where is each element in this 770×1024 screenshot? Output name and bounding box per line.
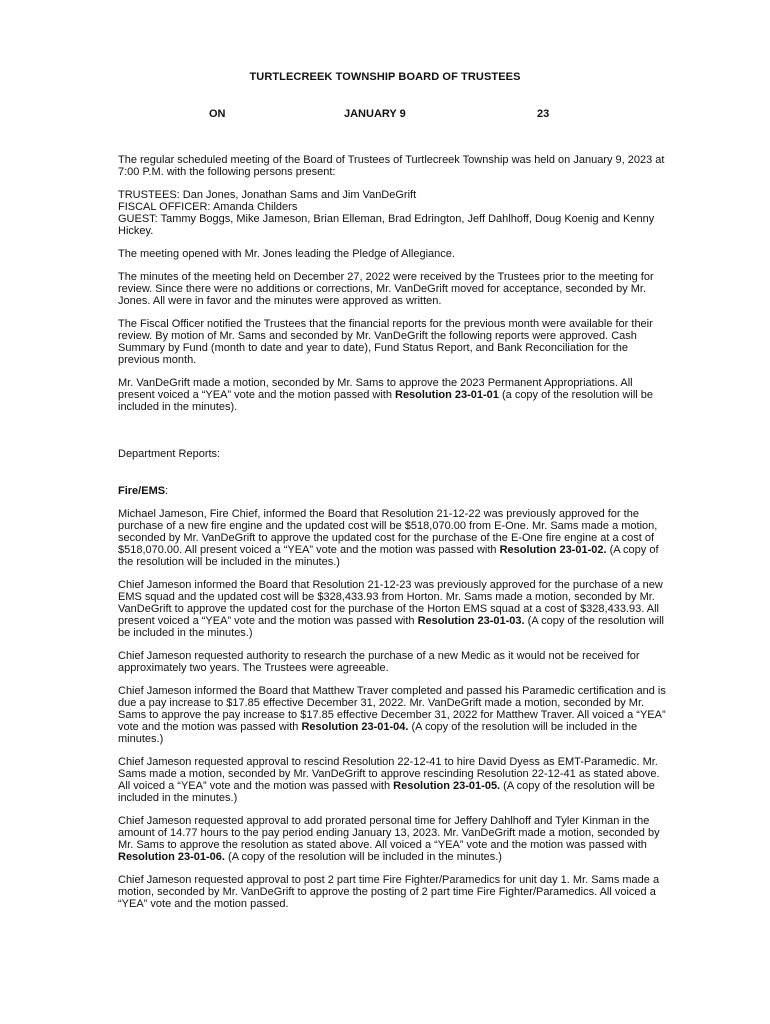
dateline-month: JANUARY 9 — [344, 108, 406, 120]
fire-ems-item-after: (A copy of the resolution will be included in the minutes.) — [224, 851, 502, 863]
appropriations-paragraph — [118, 377, 666, 413]
dateline-on: ON — [209, 108, 226, 120]
fire-ems-item-after: (A copy of the resolution will be included in the minutes.) — [118, 721, 638, 745]
fire-ems-item — [118, 756, 666, 804]
fire-ems-items — [118, 508, 666, 910]
fire-ems-item-text: Chief Jameson requested approval to rescind Resolution 22-12-41 to hire David Dyess as EMT-Paramedic. Mr. Sams made a motion, seconded by Mr. VanDeGrift to approve rescinding Resolution 22-12-41 as stated above. All voiced a “YEA” vote and the motion was passed with — [118, 756, 660, 792]
fire-ems-item-resolution: Resolution 23-01-05. — [393, 780, 501, 792]
fire-ems-item-text: Chief Jameson requested approval to add prorated personal time for Jeffery Dahlhoff and Tyler Kinman in the amount of 14.77 hours to the pay period ending January 13, 2023. Mr. VanDeGrift made a motion, seconded by Mr. Sams to approve the resolution as stated above. All voiced a “YEA” vote and the motion was passed with — [118, 815, 660, 851]
fire-ems-heading — [118, 485, 666, 497]
fire-ems-item-resolution: Resolution 23-01-02. — [499, 544, 607, 556]
minutes-paragraph: The minutes of the meeting held on December 27, 2022 were received by the Trustees prior to the meeting for review. Since there were no additions or corrections, Mr. VanDeGrift moved for acceptance, seconded by Mr. Jones. All were in favor and the minutes were approved as written. — [118, 271, 654, 307]
fire-ems-item-after: (A copy of the resolution will be included in the minutes.) — [118, 544, 659, 568]
trustees-line: TRUSTEES: Dan Jones, Jonathan Sams and Jim VanDeGrift — [118, 189, 417, 201]
fire-ems-item-text: Chief Jameson requested authority to research the purchase of a new Medic as it would not be received for approximately two years. The Trustees were agreeable. — [118, 650, 640, 674]
fire-ems-item-resolution: Resolution 23-01-06. — [118, 851, 225, 863]
document-title: TURTLECREEK TOWNSHIP BOARD OF TRUSTEES — [249, 71, 521, 83]
fire-ems-item-resolution: Resolution 23-01-03. — [417, 615, 525, 627]
fire-ems-item — [118, 650, 666, 674]
fire-ems-item — [118, 685, 666, 745]
fire-ems-item-text: Chief Jameson requested approval to post 2 part time Fire Fighter/Paramedics for unit day 1. Mr. Sams made a motion, seconded by Mr. VanDeGrift to approve the posting of 2 part time Fire Fighter/Paramedics. All voiced a “YEA” vote and the motion passed. — [118, 874, 660, 910]
fire-ems-heading-suffix: : — [165, 485, 169, 497]
dateline-year: 23 — [537, 108, 550, 120]
department-reports-heading: Department Reports: — [118, 448, 221, 460]
fire-ems-item-text: Michael Jameson, Fire Chief, informed the Board that Resolution 21-12-22 was previously approved for the purchase of a new fire engine and the updated cost will be $518,070.00 from E-One. Mr. Sams made a motion, seconded by Mr. VanDeGrift to approve the updated cost for the purchase of the E-One fire engine at a cost of $518,070.00. All present voiced a “YEA” vote and the motion was passed with — [118, 508, 658, 556]
pledge-paragraph: The meeting opened with Mr. Jones leading the Pledge of Allegiance. — [118, 248, 455, 260]
fire-ems-item-after: (A copy of the resolution will be included in the minutes.) — [118, 780, 655, 804]
fire-ems-item-text: Chief Jameson informed the Board that Matthew Traver completed and passed his Paramedic certification and is due a pay increase to $17.85 effective December 31, 2022. Mr. VanDeGrift made a motion, seconded by Mr. Sams to approve the pay increase to $17.85 effective December 31, 2022 for Matthew Traver. All voiced a “YEA” vote and the motion was passed with — [118, 685, 666, 733]
fire-ems-item-after: (A copy of the resolution will be included in the minutes.) — [118, 615, 664, 639]
fire-ems-heading-label: Fire/EMS — [118, 485, 166, 497]
document-body — [118, 154, 666, 921]
appropriations-text: Mr. VanDeGrift made a motion, seconded by Mr. Sams to approve the 2023 Permanent Appropriations. All present voiced a “YEA” vote and the motion passed with — [118, 377, 633, 401]
appropriations-after: (a copy of the resolution will be included in the minutes). — [118, 389, 654, 413]
intro-paragraph: The regular scheduled meeting of the Board of Trustees of Turtlecreek Township was held on January 9, 2023 at 7:00 P.M. with the following persons present: — [118, 154, 665, 178]
fire-ems-item — [118, 815, 666, 863]
fire-ems-item-text: Chief Jameson informed the Board that Resolution 21-12-23 was previously approved for the purchase of a new EMS squad and the updated cost will be $328,433.93 from Horton. Mr. Sams made a motion, seconded by Mr. VanDeGrift to approve the updated cost for the purchase of the Horton EMS squad at a cost of $328,433.93. All present voiced a “YEA” vote and the motion was passed with — [118, 579, 663, 627]
fire-ems-item — [118, 508, 666, 568]
fire-ems-item — [118, 874, 666, 910]
appropriations-resolution: Resolution 23-01-01 — [395, 389, 499, 401]
fire-ems-item-resolution: Resolution 23-01-04. — [301, 721, 409, 733]
fiscal-officer-line: FISCAL OFFICER: Amanda Childers — [118, 201, 298, 213]
guest-line: GUEST: Tammy Boggs, Mike Jameson, Brian Elleman, Brad Edrington, Jeff Dahlhoff, Doug Koenig and Kenny Hickey. — [118, 213, 655, 237]
fiscal-paragraph: The Fiscal Officer notified the Trustees that the financial reports for the previous month were available for their review. By motion of Mr. Sams and seconded by Mr. VanDeGrift the following reports were approved. Cash Summary by Fund (month to date and year to date), Fund Status Report, and Bank Reconciliation for the previous month. — [118, 318, 653, 366]
fire-ems-item — [118, 579, 666, 639]
